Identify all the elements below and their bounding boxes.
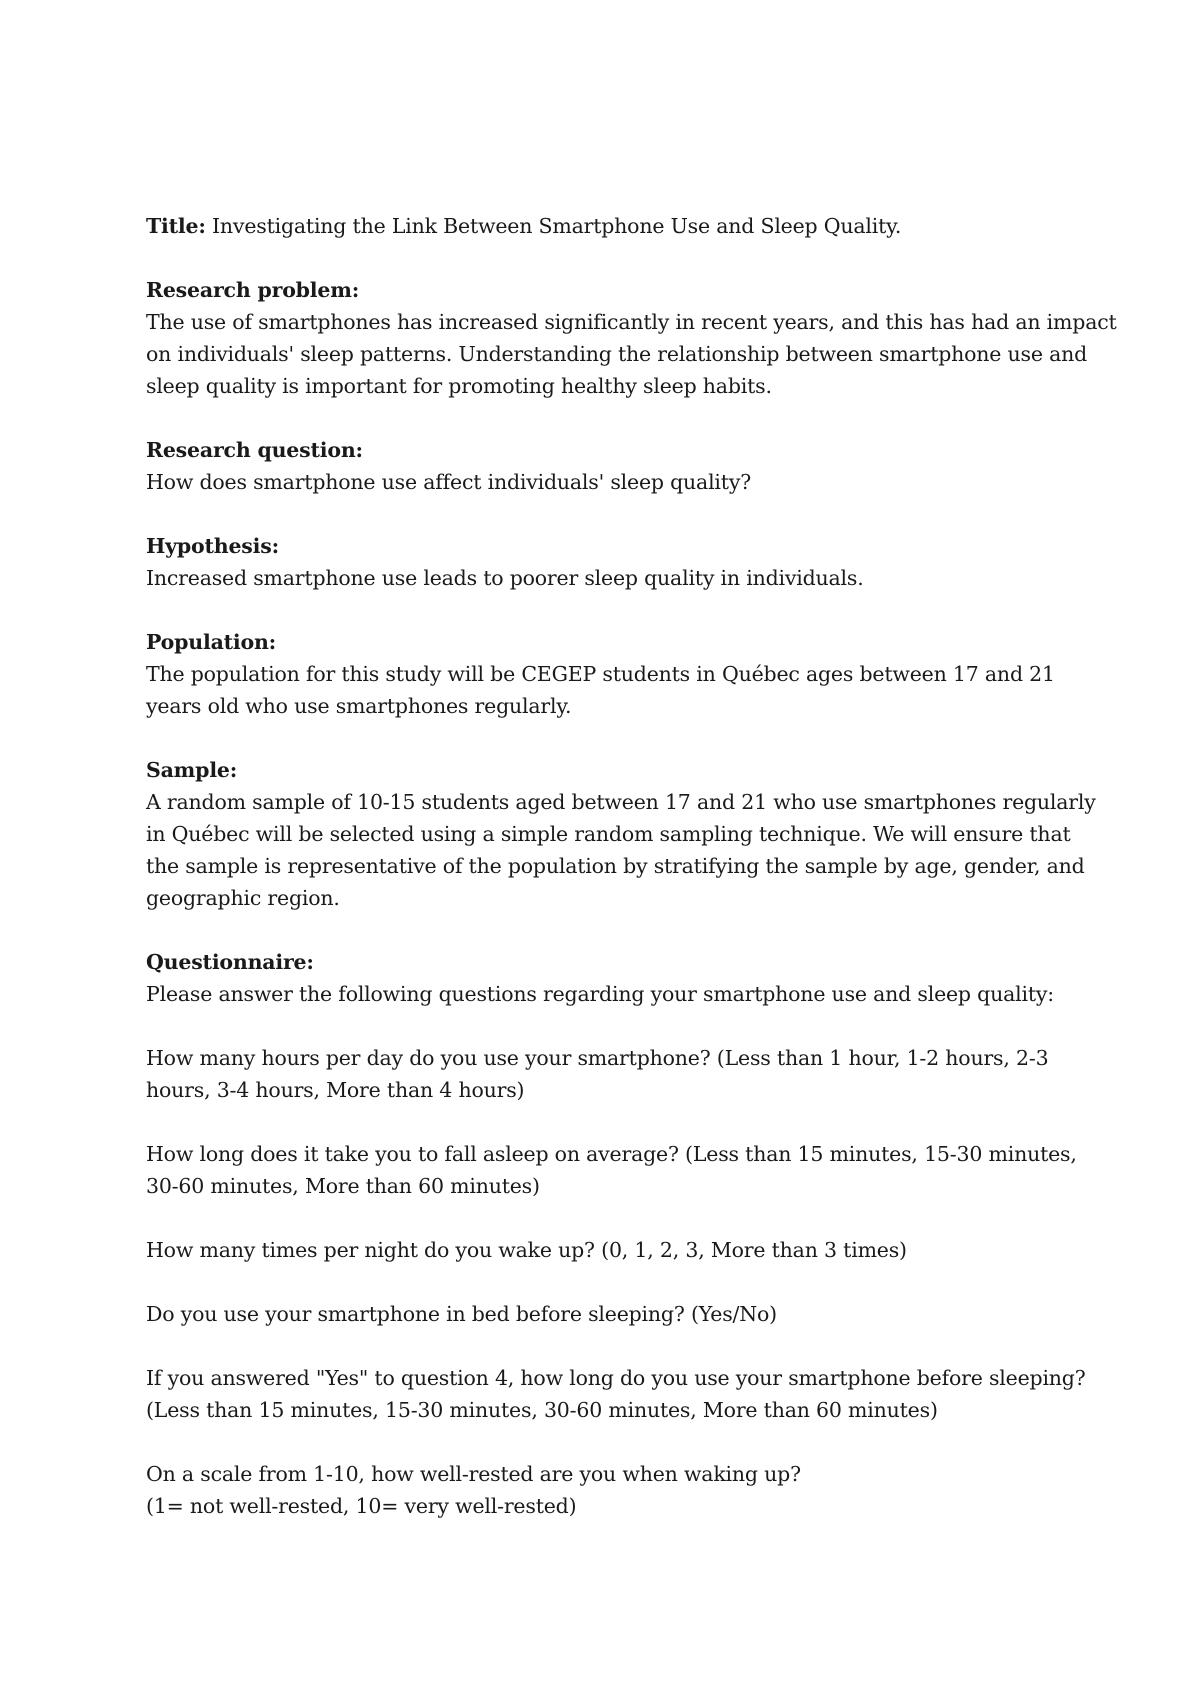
sample-line: geographic region.	[146, 886, 340, 910]
document-body	[146, 210, 1117, 1522]
spacer	[146, 1266, 1076, 1298]
spacer	[146, 594, 1076, 626]
sample-line: the sample is representative of the population by stratifying the sample by age, gender, and	[146, 854, 1085, 878]
spacer	[146, 722, 1076, 754]
hypothesis-line: Increased smartphone use leads to poorer sleep quality in individuals.	[146, 566, 864, 590]
question-2-line: How long does it take you to fall asleep on average? (Less than 15 minutes, 15-30 minutes,	[146, 1142, 1077, 1166]
spacer	[146, 1010, 1076, 1042]
question-4-line: Do you use your smartphone in bed before sleeping? (Yes/No)	[146, 1302, 777, 1326]
spacer	[146, 1330, 1076, 1362]
sample-heading: Sample:	[146, 758, 238, 782]
question-1-line: hours, 3-4 hours, More than 4 hours)	[146, 1078, 525, 1102]
sample-line: in Québec will be selected using a simple random sampling technique. We will ensure that	[146, 822, 1071, 846]
spacer	[146, 1202, 1076, 1234]
questionnaire-intro: Please answer the following questions regarding your smartphone use and sleep quality:	[146, 982, 1054, 1006]
title-label: Title:	[146, 214, 206, 238]
spacer	[146, 242, 1076, 274]
spacer	[146, 402, 1076, 434]
spacer	[146, 1426, 1076, 1458]
research-question-heading: Research question:	[146, 438, 363, 462]
research-question-line: How does smartphone use affect individuals' sleep quality?	[146, 470, 751, 494]
title-line	[146, 210, 1076, 242]
question-2-line: 30-60 minutes, More than 60 minutes)	[146, 1174, 540, 1198]
question-6-line: On a scale from 1-10, how well-rested are you when waking up?	[146, 1462, 801, 1486]
population-line: The population for this study will be CEGEP students in Québec ages between 17 and 21	[146, 662, 1055, 686]
research-problem-line: The use of smartphones has increased significantly in recent years, and this has had an impact	[146, 310, 1117, 334]
question-6-line: (1= not well-rested, 10= very well-rested)	[146, 1494, 577, 1518]
sample-line: A random sample of 10-15 students aged between 17 and 21 who use smartphones regularly	[146, 790, 1096, 814]
title-text: Investigating the Link Between Smartphone Use and Sleep Quality.	[205, 214, 902, 238]
research-problem-line: on individuals' sleep patterns. Understanding the relationship between smartphone use and	[146, 342, 1088, 366]
research-problem-heading: Research problem:	[146, 278, 360, 302]
question-5-line: (Less than 15 minutes, 15-30 minutes, 30-60 minutes, More than 60 minutes)	[146, 1398, 938, 1422]
spacer	[146, 498, 1076, 530]
spacer	[146, 1106, 1076, 1138]
research-problem-line: sleep quality is important for promoting healthy sleep habits.	[146, 374, 772, 398]
hypothesis-heading: Hypothesis:	[146, 534, 279, 558]
question-1-line: How many hours per day do you use your smartphone? (Less than 1 hour, 1-2 hours, 2-3	[146, 1046, 1049, 1070]
question-3-line: How many times per night do you wake up? (0, 1, 2, 3, More than 3 times)	[146, 1238, 907, 1262]
questionnaire-heading: Questionnaire:	[146, 950, 314, 974]
question-5-line: If you answered "Yes" to question 4, how long do you use your smartphone before sleeping?	[146, 1366, 1086, 1390]
spacer	[146, 914, 1076, 946]
population-line: years old who use smartphones regularly.	[146, 694, 572, 718]
population-heading: Population:	[146, 630, 277, 654]
